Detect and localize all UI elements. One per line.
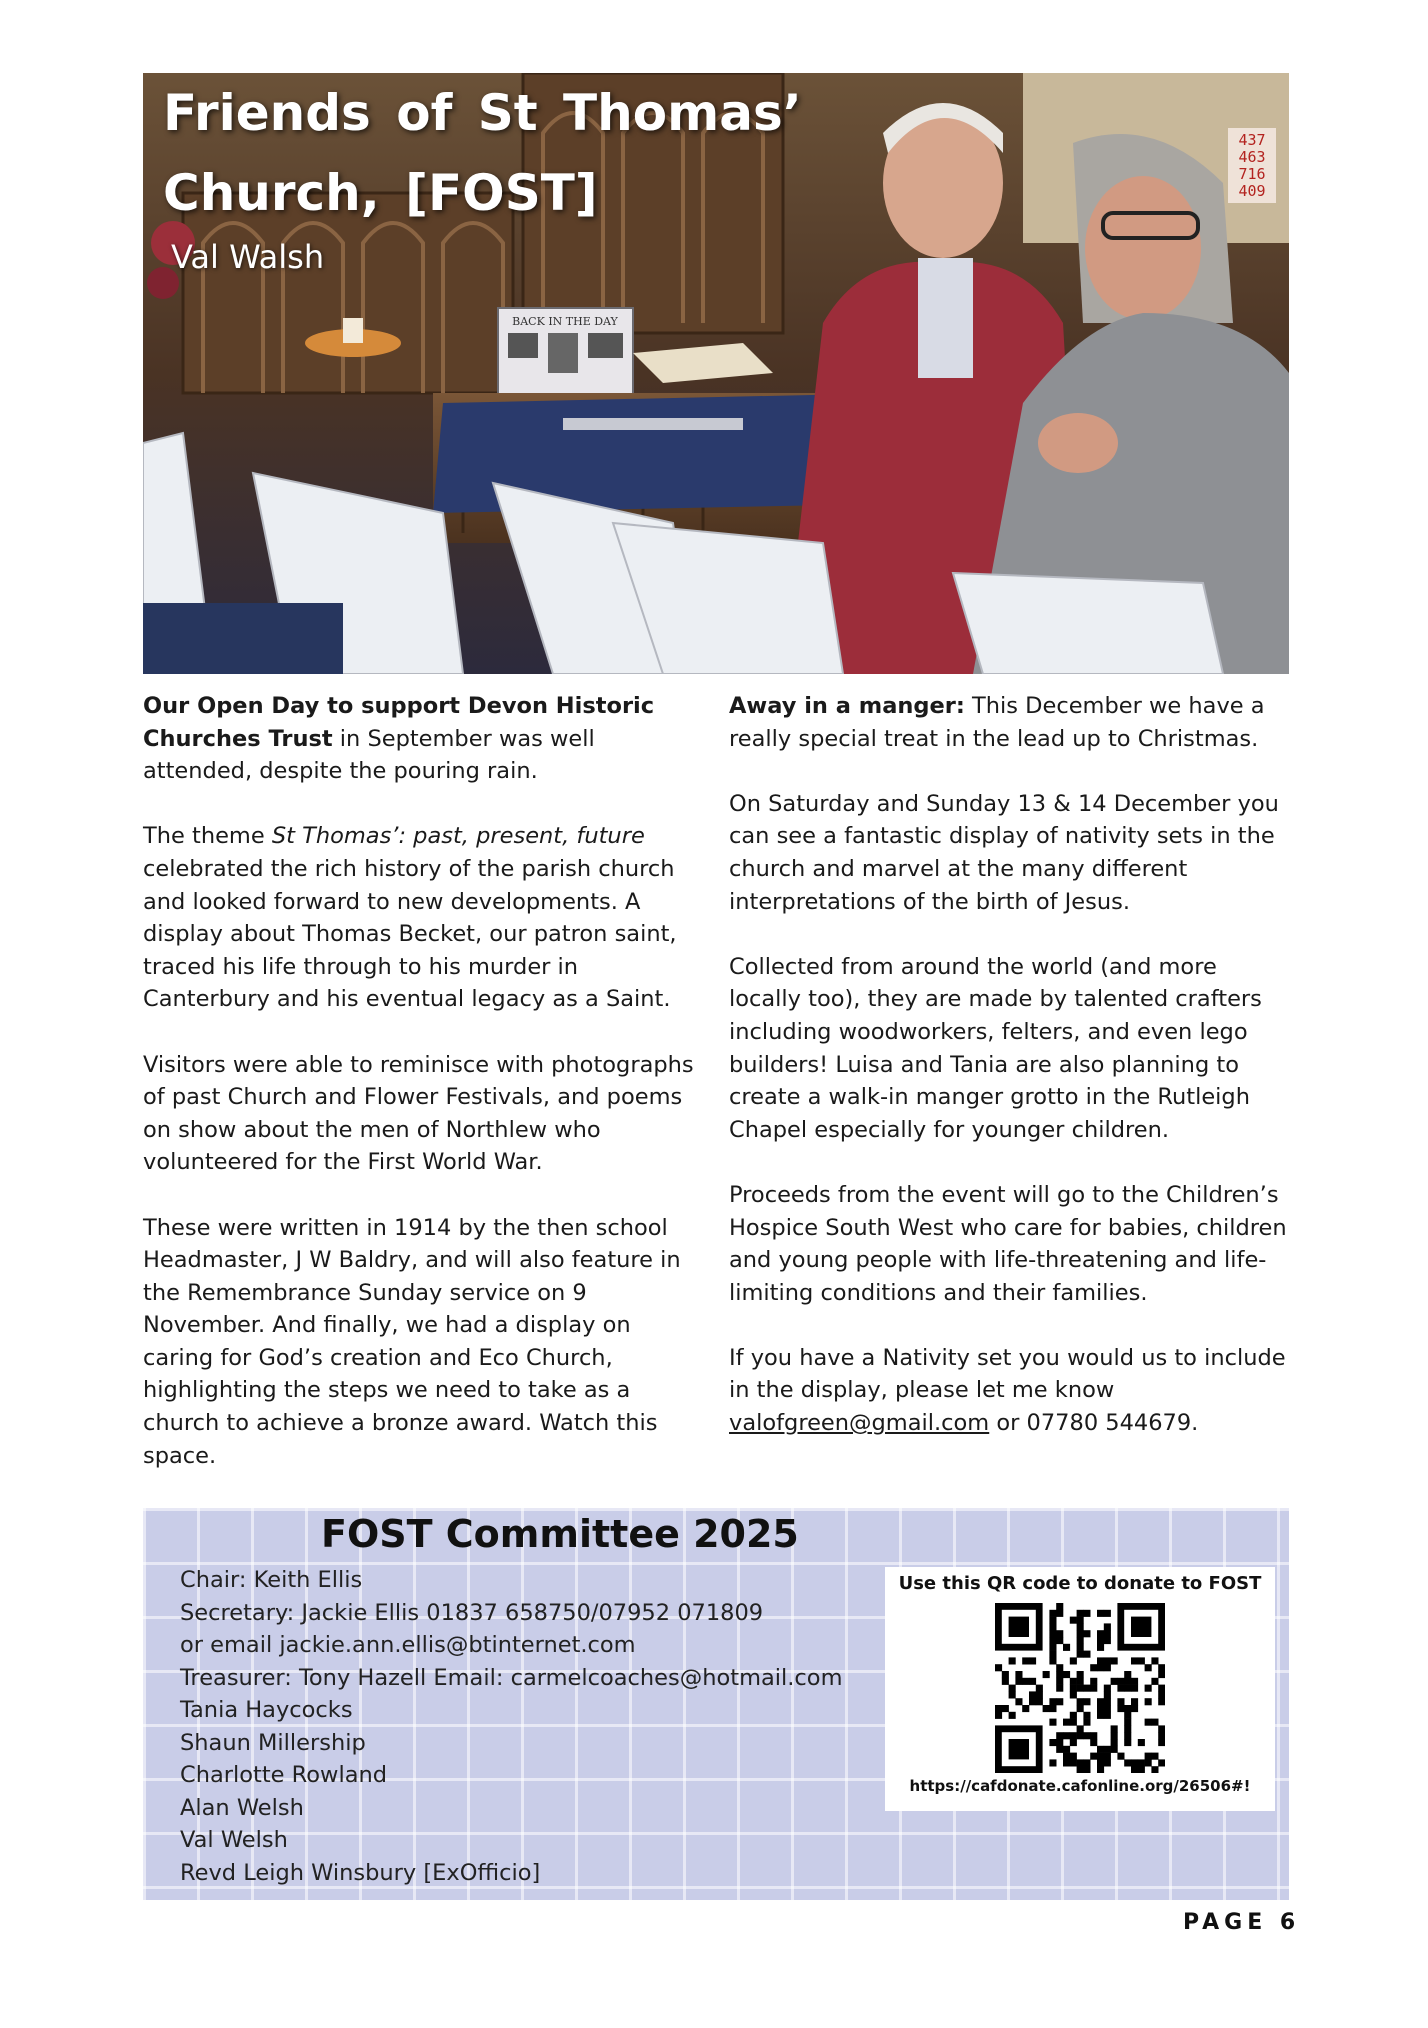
paragraph-manger <box>729 690 1289 755</box>
hymn-number-2: 463 <box>1238 148 1266 166</box>
contact-email-link[interactable]: valofgreen@gmail.com <box>729 1410 990 1437</box>
article-author: Val Walsh <box>171 238 325 276</box>
committee-panel <box>143 1508 1289 1900</box>
qr-code-icon[interactable] <box>995 1603 1165 1773</box>
committee-member: Charlotte Rowland <box>180 1762 388 1788</box>
paragraph-theme <box>143 820 703 1016</box>
theme-name: St Thomas’: past, present, future <box>271 823 645 850</box>
committee-member: Shaun Millership <box>180 1729 366 1756</box>
committee-member: Treasurer: Tony Hazell Email: carmelcoaches@hotmail.com <box>180 1664 843 1691</box>
paragraph-poems: These were written in 1914 by the then school Headmaster, J W Baldry, and will also feature in the Remembrance Sunday service on 9 November. And finally, we had a display on caring for God’s creation and Eco Church, highlighting the steps we need to take as a church to achieve a bronze award. Watch this space. <box>143 1214 681 1469</box>
committee-member: Secretary: Jackie Ellis 01837 658750/07952 071809 <box>180 1599 764 1626</box>
paragraph-collected: Collected from around the world (and more locally too), they are made by talented crafters including woodworkers, felters, and even lego builders! Luisa and Tania are also planning to create a walk-in manger grotto in the Rutleigh Chapel especially for younger children. <box>729 953 1262 1143</box>
hymn-number-3: 716 <box>1238 165 1266 183</box>
article-right-column <box>729 690 1289 1472</box>
theme-text: celebrated the rich history of the parish church and looked forward to new developments. A display about Thomas Becket, our patron saint, traced his life through to his murder in Canterbury and his eventual legacy as a Saint. <box>143 855 677 1013</box>
committee-member: Revd Leigh Winsbury [ExOfficio] <box>180 1859 541 1886</box>
paragraph-contact <box>729 1342 1289 1440</box>
contact-intro: If you have a Nativity set you would us to include in the display, please let me know <box>729 1344 1286 1404</box>
committee-member: Val Welsh <box>180 1827 288 1853</box>
page-number: PAGE 6 <box>1183 1910 1301 1935</box>
hero-photo <box>143 73 1289 674</box>
hymn-number-4: 409 <box>1238 182 1266 200</box>
article-left-column <box>143 690 703 1505</box>
open-day-lead: Our Open Day to support Devon Historic Churches Trust <box>143 693 655 752</box>
paragraph-open-day <box>143 690 703 788</box>
paragraph-dates: On Saturday and Sunday 13 & 14 December you can see a fantastic display of nativity sets in the church and marvel at the many different interpretations of the birth of Jesus. <box>729 790 1279 915</box>
contact-phone: or 07780 544679. <box>989 1410 1199 1437</box>
paragraph-proceeds: Proceeds from the event will go to the Children’s Hospice South West who care for babies, children and young people with life-threatening and life-limiting conditions and their families. <box>729 1181 1287 1306</box>
committee-list <box>180 1564 843 1889</box>
committee-member: Chair: Keith Ellis <box>180 1567 363 1593</box>
committee-member: Alan Welsh <box>180 1794 304 1821</box>
qr-caption: Use this QR code to donate to FOST <box>898 1573 1262 1594</box>
paragraph-visitors: Visitors were able to reminisce with photographs of past Church and Flower Festivals, and poems on show about the men of Northlew who volunteered for the First World War. <box>143 1051 694 1176</box>
manger-lead: Away in a manger: <box>729 693 965 719</box>
hymn-number-1: 437 <box>1238 131 1266 149</box>
qr-url[interactable]: https://cafdonate.cafonline.org/26506#! <box>909 1777 1251 1795</box>
committee-title: FOST Committee 2025 <box>321 1512 799 1556</box>
manger-text: This December we have a really special treat in the lead up to Christmas. <box>729 693 1265 752</box>
committee-member: or email jackie.ann.ellis@btinternet.com <box>180 1632 636 1658</box>
article-title: Friends of St Thomas’ Church, [FOST] <box>163 84 802 222</box>
open-day-text: in September was well attended, despite the pouring rain. <box>143 725 595 785</box>
theme-intro: The theme <box>143 823 272 850</box>
donate-qr-panel <box>885 1567 1275 1811</box>
committee-member: Tania Haycocks <box>180 1697 353 1723</box>
photo-sign-text: BACK IN THE DAY <box>512 315 618 328</box>
